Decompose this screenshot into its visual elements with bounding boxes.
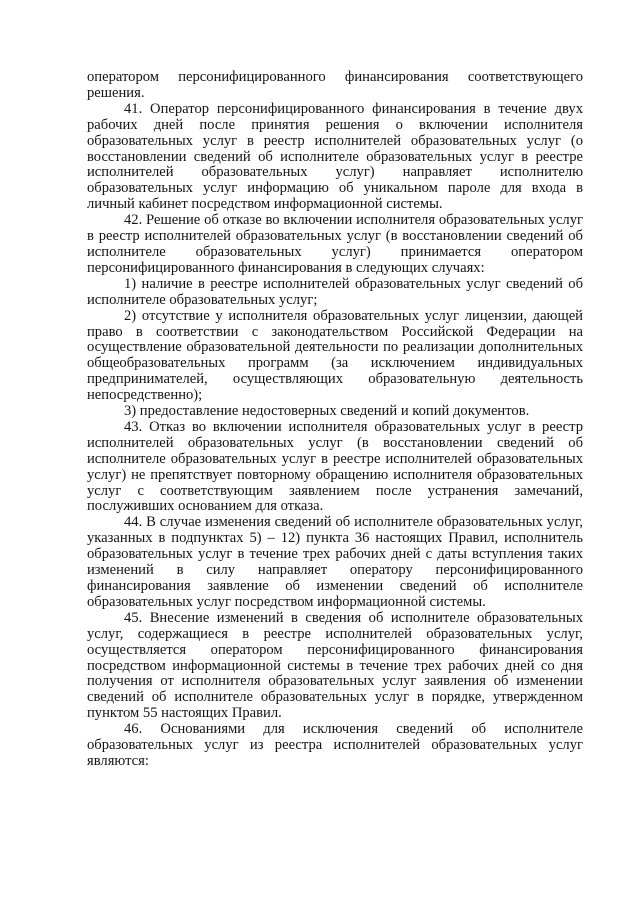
paragraph-46: 46. Основаниями для исключения сведений об исполнителе образовательных услуг из реестра исполнителей образовательных услуг являются: <box>87 721 583 769</box>
paragraph-42-item-1: 1) наличие в реестре исполнителей образовательных услуг сведений об исполнителе образовательных услуг; <box>87 275 583 308</box>
paragraph-44: 44. В случае изменения сведений об исполнителе образовательных услуг, указанных в подпунктах 5) – 12) пункта 36 настоящих Правил, исполнитель образовательных услуг в течение трех рабочих дней с даты вступления таких изменений в силу направляет оператору персонифицированного финансирования заявление об изменении сведений об исполнителе образовательных услуг посредством информационной системы. <box>87 514 583 610</box>
paragraph-42-item-2: 2) отсутствие у исполнителя образовательных услуг лицензии, дающей право в соответствии с законодательством Российской Федерации на осуществление образовательной деятельности по реализации дополнительных общеобразовательных программ (за исключением индивидуальных предпринимателей, осуществляющих образовательную деятельность непосредственно); <box>87 307 583 404</box>
paragraph-41: 41. Оператор персонифицированного финансирования в течение двух рабочих дней после принятия решения о включении исполнителя образовательных услуг в реестр исполнителей образовательных услуг (о восстановлении сведений об исполнителе образовательных услуг в реестре исполнителей образовательных услуг) направляет исполнителю образовательных услуг информацию об уникальном пароле для входа в личный кабинет посредством информационной системы. <box>87 100 583 213</box>
paragraph-42: 42. Решение об отказе во включении исполнителя образовательных услуг в реестр исполнителей образовательных услуг (в восстановлении сведений об исполнителе образовательных услуг) принимается оператором персонифицированного финансирования в следующих случаях: <box>87 212 583 276</box>
paragraph-continuation: оператором персонифицированного финансирования соответствующего решения. <box>87 69 583 101</box>
paragraph-45: 45. Внесение изменений в сведения об исполнителе образовательных услуг, содержащиеся в реестре исполнителей образовательных услуг, осуществляется оператором персонифицированного финансирования посредством информационной системы в течение трех рабочих дней со дня получения от исполнителя образовательных услуг заявления об изменении сведений об исполнителе образовательных услуг в порядке, утвержденном пунктом 55 настоящих Правил. <box>87 609 583 722</box>
paragraph-43: 43. Отказ во включении исполнителя образовательных услуг в реестр исполнителей образовательных услуг (в восстановлении сведений об исполнителе образовательных услуг в реестре исполнителей образовательных услуг) не препятствует повторному обращению исполнителя образовательных услуг с соответствующим заявлением после устранения замечаний, послуживших основанием для отказа. <box>87 418 583 515</box>
paragraph-42-item-3: 3) предоставление недостоверных сведений и копий документов. <box>124 403 530 420</box>
document-body <box>87 70 583 770</box>
